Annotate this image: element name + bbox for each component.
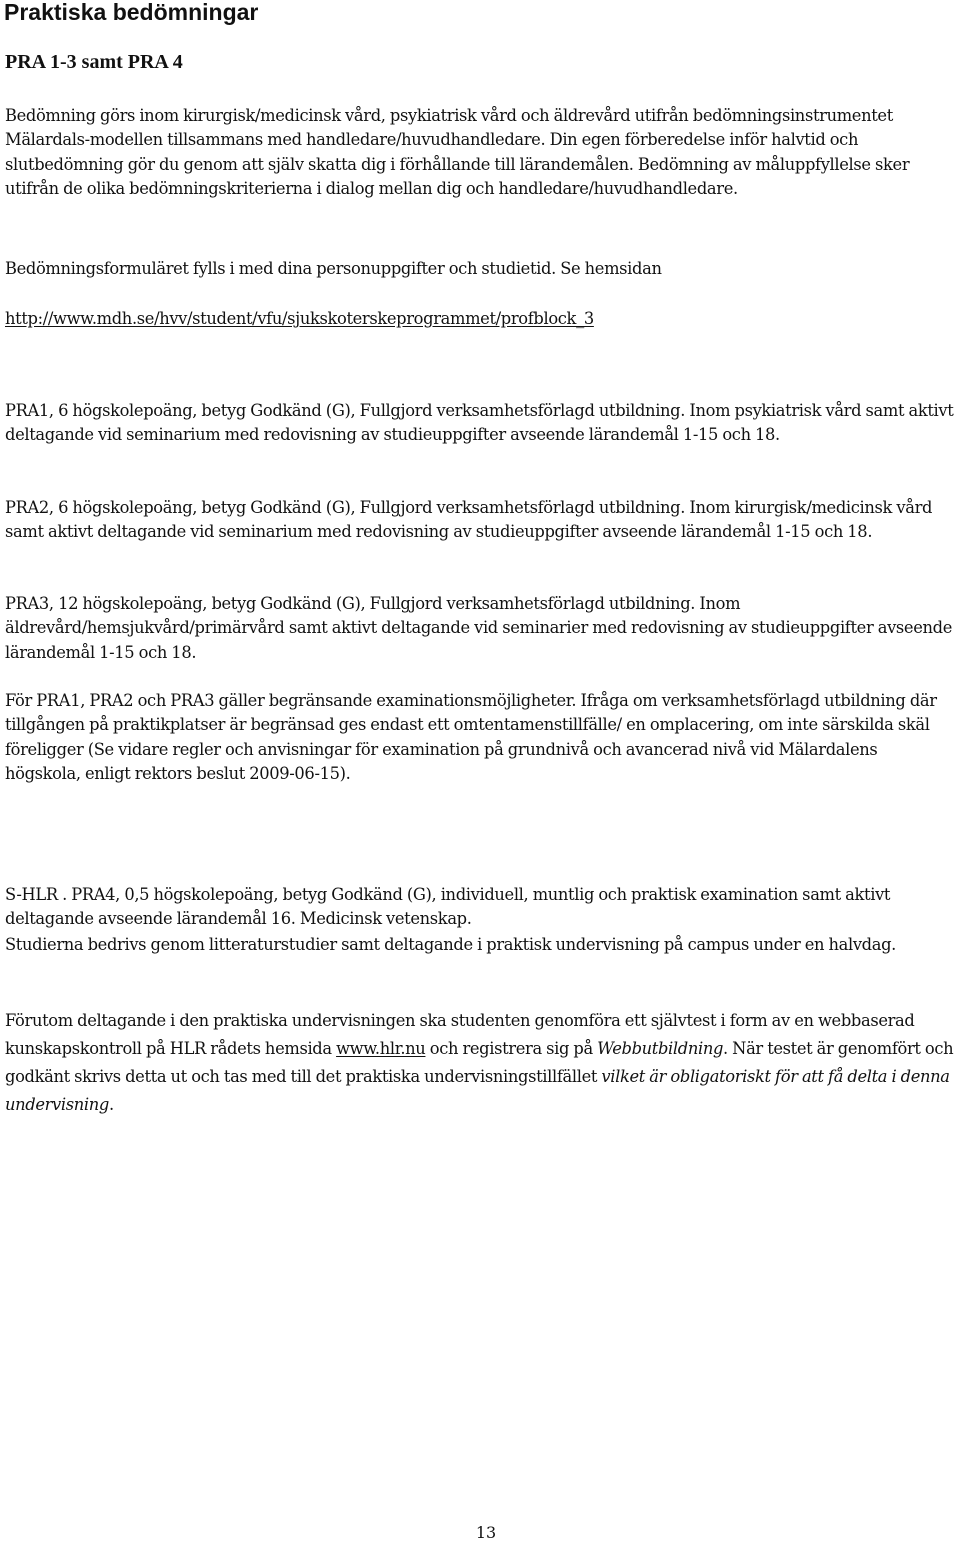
hlr-link[interactable]: www.hlr.nu xyxy=(336,1039,426,1058)
page-number: 13 xyxy=(475,1523,497,1542)
pra3-paragraph: PRA3, 12 högskolepoäng, betyg Godkänd (G), Fullgjord verksamhetsförlagd utbildning. Inom äldrevård/hemsjukvård/primärvård samt aktivt deltagande vid seminarier med redovisning av studieuppgifter avseende lärandemål 1-15 och 18. xyxy=(5,594,952,662)
hlr-selftest-paragraph xyxy=(5,1007,957,1119)
intro-paragraph: Bedömning görs inom kirurgisk/medicinsk vård, psykiatrisk vård och äldrevård utifrån bedömningsinstrumentet Mälardals-modellen tillsammans med handledare/huvudhandledare. Din egen förberedelse inför halvtid och slutbedömning gör du genom att själv skatta dig i förhållande till lärandemålen. Bedömning av måluppfyllelse sker utifrån de olika bedömningskriterierna i dialog mellan dig och handledare/huvudhandledare. xyxy=(5,106,910,199)
shlr-paragraph: S-HLR . PRA4, 0,5 högskolepoäng, betyg Godkänd (G), individuell, muntlig och praktisk examination samt aktivt deltagande avseende lärandemål 16. Medicinsk vetenskap. xyxy=(5,885,891,929)
hlr-text-1: Förutom deltagande i den praktiska undervisningen ska studenten genomföra ett självtest i form av en webbaserad kunskapskontroll på HLR rådets hemsida xyxy=(5,1011,915,1058)
examination-limits-paragraph: För PRA1, PRA2 och PRA3 gäller begränsande examinationsmöjligheter. Ifråga om verksamhetsförlagd utbildning där tillgången på praktikplatser är begränsad ges endast ett omtentamenstillfälle/ en omplacering, om inte särskilda skäl föreligger (Se vidare regler och anvisningar för examination på grundnivå och avancerad nivå vid Mälardalens högskola, enligt rektors beslut 2009-06-15). xyxy=(5,691,937,784)
profblock-link[interactable]: http://www.mdh.se/hvv/student/vfu/sjukskoterskeprogrammet/profblock_3 xyxy=(5,309,594,328)
form-info-paragraph: Bedömningsformuläret fylls i med dina personuppgifter och studietid. Se hemsidan xyxy=(5,259,662,278)
hlr-text-3: . När testet är genomfört och godkänt skrivs detta ut och tas med till det praktiska undervisningstillfället xyxy=(5,1039,954,1086)
mandatory-note-text: vilket är obligatoriskt för att få delta i denna undervisning xyxy=(5,1067,950,1114)
pra1-paragraph: PRA1, 6 högskolepoäng, betyg Godkänd (G), Fullgjord verksamhetsförlagd utbildning. Inom psykiatrisk vård samt aktivt deltagande vid seminarium med redovisning av studieuppgifter avseende lärandemål 1-15 och 18. xyxy=(5,401,954,445)
page-title: Praktiska bedömningar xyxy=(4,0,259,25)
hlr-text-2: och registrera sig på xyxy=(425,1039,598,1058)
hlr-text-4: . xyxy=(108,1095,114,1114)
pra2-paragraph: PRA2, 6 högskolepoäng, betyg Godkänd (G), Fullgjord verksamhetsförlagd utbildning. Inom kirurgisk/medicinsk vård samt aktivt deltagande vid seminarium med redovisning av studieuppgifter avseende lärandemål 1-15 och 18. xyxy=(5,498,933,542)
webbutbildning-text: Webbutbildning xyxy=(597,1039,724,1058)
shlr-studies-paragraph: Studierna bedrivs genom litteraturstudier samt deltagande i praktisk undervisning på campus under en halvdag. xyxy=(5,935,896,954)
section-subtitle: PRA 1-3 samt PRA 4 xyxy=(5,51,183,73)
